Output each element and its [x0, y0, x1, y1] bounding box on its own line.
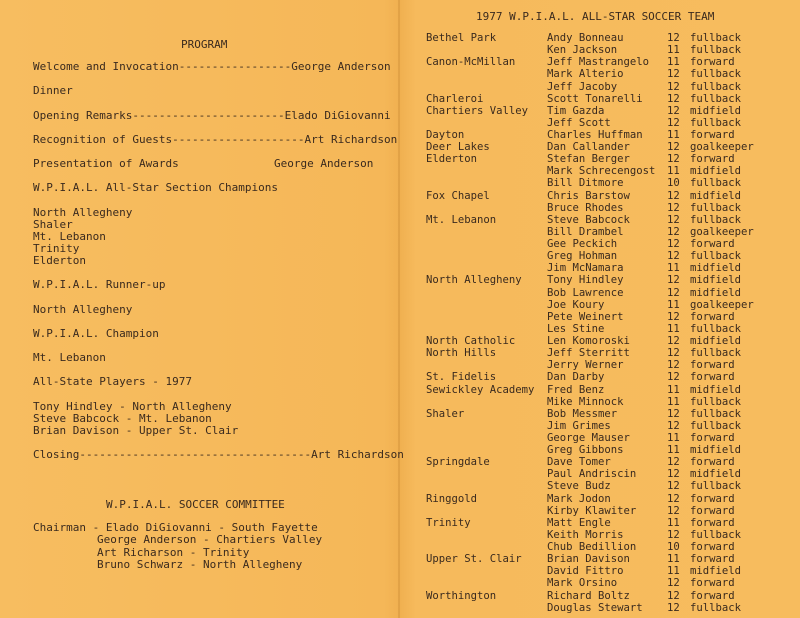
player-position: midfield [690, 165, 742, 178]
player-name: Scott Tonarelli [547, 92, 643, 105]
player-name: Len Komoroski [547, 335, 630, 347]
player-grade: 11 [667, 444, 680, 457]
player-grade: 12 [667, 310, 680, 323]
player-grade: 10 [667, 177, 680, 190]
program-line: Tony Hindley - North Allegheny [33, 400, 232, 413]
player-position: midfield [690, 262, 742, 275]
player-position: fullback [690, 80, 742, 93]
team-school: Shaler [426, 407, 465, 420]
player-position: fullback [690, 213, 742, 226]
player-grade: 12 [667, 456, 680, 469]
player-position: forward [690, 310, 735, 323]
player-grade: 12 [667, 153, 680, 166]
player-position: forward [690, 492, 735, 505]
player-grade: 12 [667, 250, 680, 263]
player-name: Dan Darby [547, 371, 605, 384]
player-grade: 11 [667, 56, 680, 69]
player-position: forward [690, 577, 735, 590]
player-position: goalkeeper [690, 298, 754, 311]
player-position: fullback [690, 177, 742, 190]
player-grade: 12 [667, 504, 680, 517]
player-name: Paul Andriscin [547, 468, 637, 481]
player-grade: 12 [667, 92, 680, 105]
player-position: goalkeeper [690, 141, 754, 154]
player-position: midfield [690, 444, 742, 457]
player-grade: 12 [667, 419, 680, 432]
team-school: Fox Chapel [426, 189, 490, 202]
player-name: Matt Engle [547, 516, 611, 529]
player-name: Bob Lawrence [547, 286, 624, 299]
program-line: Recognition of Guests--------------------Art Richardson [33, 133, 398, 146]
program-line: Brian Davison - Upper St. Clair [33, 424, 239, 437]
player-grade: 12 [667, 468, 680, 481]
program-line: Mt. Lebanon [33, 230, 106, 243]
team-school: Ringgold [426, 492, 478, 505]
player-grade: 12 [667, 347, 680, 360]
player-position: midfield [690, 189, 742, 202]
player-grade: 12 [667, 32, 680, 44]
committee-line: George Anderson - Chartiers Valley [97, 533, 323, 546]
program-line: Presentation of Awards [33, 157, 179, 170]
player-name: Charles Huffman [547, 129, 643, 141]
player-position: forward [690, 541, 735, 553]
program-line: Shaler [33, 218, 73, 231]
player-name: Bob Messmer [547, 407, 618, 420]
player-position: midfield [690, 468, 742, 481]
player-grade: 11 [667, 553, 680, 566]
player-name: Mike Minnock [547, 395, 624, 408]
team-school: Charleroi [426, 92, 484, 105]
player-position: fullback [690, 250, 742, 263]
program-line: W.P.I.A.L. All-Star Section Champions [33, 181, 279, 194]
program-line: W.P.I.A.L. Champion [33, 327, 159, 340]
team-school: North Allegheny [426, 274, 522, 287]
player-grade: 12 [667, 335, 680, 347]
player-grade: 11 [667, 565, 680, 578]
player-position: fullback [690, 395, 742, 408]
player-position: forward [690, 456, 735, 469]
player-name: Greg Hohman [547, 250, 618, 263]
player-position: forward [690, 129, 735, 141]
player-position: midfield [690, 274, 742, 287]
program-line: W.P.I.A.L. Runner-up [33, 278, 166, 291]
player-grade: 12 [667, 274, 680, 287]
player-grade: 11 [667, 44, 680, 57]
player-name: Dave Tomer [547, 456, 611, 469]
player-name: George Mauser [547, 432, 630, 444]
program-line: Welcome and Invocation-----------------George Anderson [33, 60, 391, 73]
player-position: fullback [690, 92, 742, 105]
player-name: Chub Bedillion [547, 541, 637, 553]
player-grade: 12 [667, 492, 680, 505]
team-school: Sewickley Academy [426, 383, 535, 396]
player-name: Richard Boltz [547, 589, 630, 602]
player-grade: 11 [667, 165, 680, 178]
team-school: North Catholic [426, 335, 516, 347]
player-name: Bruce Rhodes [547, 201, 624, 214]
player-position: fullback [690, 44, 742, 57]
player-name: Jeff Sterritt [547, 347, 630, 360]
program-line: Closing-----------------------------------Art Richardson [33, 448, 404, 461]
player-name: Les Stine [547, 322, 605, 335]
player-grade: 12 [667, 104, 680, 117]
player-grade: 12 [667, 589, 680, 602]
player-name: Steve Budz [547, 480, 611, 493]
player-name: Jeff Scott [547, 116, 611, 129]
committee-line: Bruno Schwarz - North Allegheny [97, 558, 303, 571]
player-name: Bill Ditmore [547, 177, 624, 190]
player-name: Steve Babcock [547, 213, 630, 226]
page-fold [398, 0, 400, 618]
player-name: Jim Grimes [547, 419, 611, 432]
team-school: Chartiers Valley [426, 104, 529, 117]
player-position: fullback [690, 407, 742, 420]
player-name: Mark Orsino [547, 577, 618, 590]
player-name: Jeff Mastrangelo [547, 56, 650, 69]
committee-line: Chairman - Elado DiGiovanni - South Fayette [33, 521, 318, 534]
player-name: Gee Peckich [547, 238, 618, 250]
program-line: George Anderson [274, 157, 374, 170]
player-position: fullback [690, 347, 742, 360]
player-grade: 12 [667, 201, 680, 214]
team-school: Worthington [426, 589, 497, 602]
player-name: Stefan Berger [547, 153, 630, 166]
player-grade: 12 [667, 601, 680, 614]
player-name: Jeff Jacoby [547, 80, 618, 93]
program-line: All-State Players - 1977 [33, 375, 192, 388]
committee-title: W.P.I.A.L. SOCCER COMMITTEE [106, 498, 285, 511]
team-school: Mt. Lebanon [426, 213, 497, 226]
team-school: Deer Lakes [426, 141, 490, 154]
player-position: goalkeeper [690, 225, 754, 238]
player-grade: 12 [667, 80, 680, 93]
player-position: fullback [690, 32, 742, 44]
player-name: Greg Gibbons [547, 444, 624, 457]
program-line: Mt. Lebanon [33, 351, 106, 364]
player-grade: 12 [667, 238, 680, 250]
player-position: forward [690, 56, 735, 69]
program-line: Elderton [33, 254, 86, 267]
player-position: midfield [690, 335, 742, 347]
player-name: David Fittro [547, 565, 624, 578]
program-title: PROGRAM [181, 38, 228, 51]
team-school: Elderton [426, 153, 478, 166]
team-school: Dayton [426, 129, 465, 141]
player-position: fullback [690, 116, 742, 129]
team-school: North Hills [426, 347, 497, 360]
player-grade: 12 [667, 407, 680, 420]
player-position: fullback [690, 322, 742, 335]
player-position: forward [690, 589, 735, 602]
player-position: fullback [690, 528, 742, 541]
player-name: Mark Jodon [547, 492, 611, 505]
program-line: Trinity [33, 242, 80, 255]
player-grade: 12 [667, 213, 680, 226]
player-position: forward [690, 238, 735, 250]
player-position: fullback [690, 201, 742, 214]
player-name: Ken Jackson [547, 44, 618, 57]
program-line: Steve Babcock - Mt. Lebanon [33, 412, 212, 425]
player-name: Fred Benz [547, 383, 605, 396]
player-grade: 11 [667, 383, 680, 396]
player-name: Chris Barstow [547, 189, 630, 202]
player-position: fullback [690, 480, 742, 493]
committee-line: Art Richarson - Trinity [97, 546, 250, 559]
player-grade: 11 [667, 129, 680, 141]
player-name: Mark Alterio [547, 68, 624, 81]
player-grade: 12 [667, 116, 680, 129]
player-grade: 12 [667, 371, 680, 384]
player-name: Joe Koury [547, 298, 605, 311]
player-position: forward [690, 516, 735, 529]
player-position: forward [690, 504, 735, 517]
team-school: Springdale [426, 456, 490, 469]
player-name: Brian Davison [547, 553, 630, 566]
player-position: forward [690, 553, 735, 566]
player-position: midfield [690, 565, 742, 578]
player-name: Kirby Klawiter [547, 504, 637, 517]
player-name: Tim Gazda [547, 104, 605, 117]
player-name: Keith Morris [547, 528, 624, 541]
player-grade: 11 [667, 516, 680, 529]
player-position: fullback [690, 68, 742, 81]
team-school: Trinity [426, 516, 471, 529]
player-position: midfield [690, 286, 742, 299]
team-school: Bethel Park [426, 32, 497, 44]
player-grade: 11 [667, 298, 680, 311]
player-grade: 12 [667, 359, 680, 372]
player-name: Pete Weinert [547, 310, 624, 323]
player-position: fullback [690, 601, 742, 614]
player-grade: 12 [667, 528, 680, 541]
player-name: Jerry Werner [547, 359, 624, 372]
player-grade: 11 [667, 262, 680, 275]
player-grade: 11 [667, 322, 680, 335]
player-grade: 12 [667, 480, 680, 493]
player-grade: 12 [667, 141, 680, 154]
player-name: Bill Drambel [547, 225, 624, 238]
player-grade: 12 [667, 68, 680, 81]
team-school: Canon-McMillan [426, 56, 516, 69]
player-grade: 12 [667, 189, 680, 202]
player-grade: 12 [667, 577, 680, 590]
player-name: Jim McNamara [547, 262, 624, 275]
program-line: North Allegheny [33, 206, 133, 219]
team-school: St. Fidelis [426, 371, 497, 384]
player-position: fullback [690, 419, 742, 432]
team-title: 1977 W.P.I.A.L. ALL-STAR SOCCER TEAM [476, 10, 715, 23]
player-position: midfield [690, 383, 742, 396]
player-grade: 12 [667, 286, 680, 299]
player-name: Douglas Stewart [547, 601, 643, 614]
player-name: Tony Hindley [547, 274, 624, 287]
program-line: North Allegheny [33, 303, 133, 316]
player-name: Andy Bonneau [547, 32, 624, 44]
player-position: midfield [690, 104, 742, 117]
player-position: forward [690, 153, 735, 166]
program-line: Opening Remarks-----------------------Elado DiGiovanni [33, 109, 391, 122]
player-grade: 10 [667, 541, 680, 553]
player-position: forward [690, 371, 735, 384]
player-position: forward [690, 359, 735, 372]
player-name: Mark Schrecengost [547, 165, 656, 178]
player-grade: 12 [667, 225, 680, 238]
player-name: Dan Callander [547, 141, 630, 154]
player-grade: 11 [667, 432, 680, 444]
program-line: Dinner [33, 84, 73, 97]
player-grade: 11 [667, 395, 680, 408]
player-position: forward [690, 432, 735, 444]
team-school: Upper St. Clair [426, 553, 522, 566]
